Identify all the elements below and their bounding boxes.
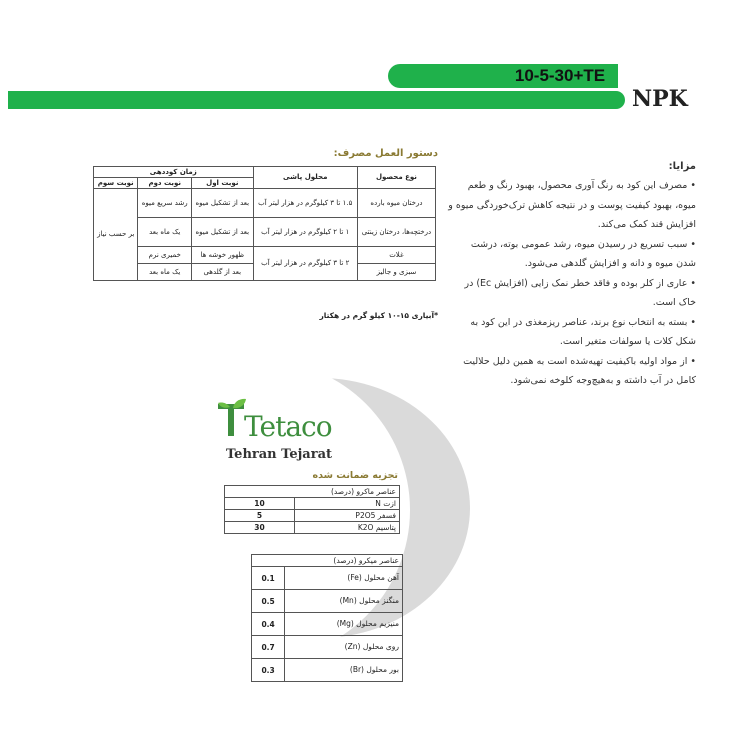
round1-cell: بعد از تشکیل میوه [191, 218, 253, 247]
header-round2: نوبت دوم [138, 178, 192, 189]
micro-header: عناصر میکرو (درصد) [252, 555, 403, 567]
element-name: منیزیم محلول (Mg) [285, 613, 403, 636]
element-value: 0.3 [252, 659, 285, 682]
header-crop-type: نوع محصول [357, 167, 435, 189]
leaf-logo-icon [214, 398, 248, 438]
element-name: پتاسیم K2O [295, 522, 400, 534]
table-row [252, 636, 403, 659]
element-name: بور محلول (Br) [285, 659, 403, 682]
benefit-item: • از مواد اولیه باکیفیت تهیه‌شده است به همین دلیل حلالیت کامل در آب داشته و به‌هیچ‌وجه کلوخه نمی‌شود. [463, 355, 696, 386]
element-name: فسفر P2O5 [295, 510, 400, 522]
product-code: 10-5-30+TE [514, 66, 606, 85]
round2-cell: خمیری نرم [138, 247, 192, 264]
table-row [252, 590, 403, 613]
solution-cell: ۲ تا ۳ کیلوگرم در هزار لیتر آب [253, 247, 357, 281]
table-row [252, 567, 403, 590]
table-row [225, 498, 400, 510]
table-row [94, 189, 436, 218]
element-value: 0.7 [252, 636, 285, 659]
benefits-section [448, 160, 696, 391]
benefit-item: • مصرف این کود به رنگ آوری محصول، بهبود رنگ و طعم میوه، بهبود کیفیت پوست و در نتیجه کاهش ترک‌خوردگی میوه و افزایش قند کمک می‌کند. [448, 180, 696, 230]
round2-cell: یک ماه بعد [138, 264, 192, 281]
header-main-bar [8, 91, 625, 109]
table-row [94, 218, 436, 247]
benefit-item: • سبب تسریع در رسیدن میوه، رشد عمومی بوته، درشت شدن میوه و دانه و افزایش گلدهی می‌شود. [470, 238, 696, 269]
round2-cell: رشد سریع میوه [138, 189, 192, 218]
irrigation-note: *آبیاری ۱۵-۱۰ کیلو گرم در هکتار [319, 311, 438, 320]
benefits-title: مزایا: [668, 161, 696, 172]
element-value: 0.4 [252, 613, 285, 636]
table-row [252, 659, 403, 682]
micro-table [251, 554, 403, 682]
solution-cell: ۱.۵ تا ۳ کیلوگرم در هزار لیتر آب [253, 189, 357, 218]
benefit-item: • بسته به انتخاب نوع برند، عناصر ریزمغذی در این کود به شکل کلات یا سولفات متغیر است. [470, 316, 696, 347]
benefit-item: • عاری از کلر بوده و فاقد خطر نمک زایی (افزایش Ec) در خاک است. [464, 277, 696, 308]
round3-cell: بر حسب نیاز [94, 189, 138, 281]
element-name: ازت N [295, 498, 400, 510]
header-spray-solution: محلول پاشی [253, 167, 357, 189]
analysis-title: تجزیه ضمانت شده [312, 470, 398, 481]
crop-cell: سبزی و جالیز [357, 264, 435, 281]
brand-subtitle: Tehran Tejarat [226, 447, 333, 462]
table-row [225, 522, 400, 534]
element-value: 0.5 [252, 590, 285, 613]
element-value: 10 [225, 498, 295, 510]
solution-cell: ۱ تا ۲ کیلوگرم در هزار لیتر آب [253, 218, 357, 247]
round1-cell: بعد از گلدهی [191, 264, 253, 281]
element-value: 0.1 [252, 567, 285, 590]
product-type-title: NPK [632, 86, 688, 112]
header-timing: زمان کوددهی [94, 167, 254, 178]
usage-title: دستور العمل مصرف: [333, 148, 438, 159]
brand-name: Tetaco [244, 410, 332, 443]
round2-cell: یک ماه بعد [138, 218, 192, 247]
macro-table [224, 485, 400, 534]
crop-cell: غلات [357, 247, 435, 264]
table-row [252, 613, 403, 636]
crop-cell: درختچه‌ها، درختان زینتی [357, 218, 435, 247]
element-name: روی محلول (Zn) [285, 636, 403, 659]
header-round1: نوبت اول [191, 178, 253, 189]
usage-table [93, 166, 436, 281]
round1-cell: ظهور خوشه ها [191, 247, 253, 264]
crop-cell: درختان میوه بارده [357, 189, 435, 218]
element-value: 30 [225, 522, 295, 534]
macro-header: عناصر ماکرو (درصد) [225, 486, 400, 498]
round1-cell: بعد از تشکیل میوه [191, 189, 253, 218]
element-name: آهن محلول (Fe) [285, 567, 403, 590]
table-row [225, 510, 400, 522]
element-value: 5 [225, 510, 295, 522]
table-row [94, 247, 436, 264]
header-round3: نوبت سوم [94, 178, 138, 189]
element-name: منگنز محلول (Mn) [285, 590, 403, 613]
